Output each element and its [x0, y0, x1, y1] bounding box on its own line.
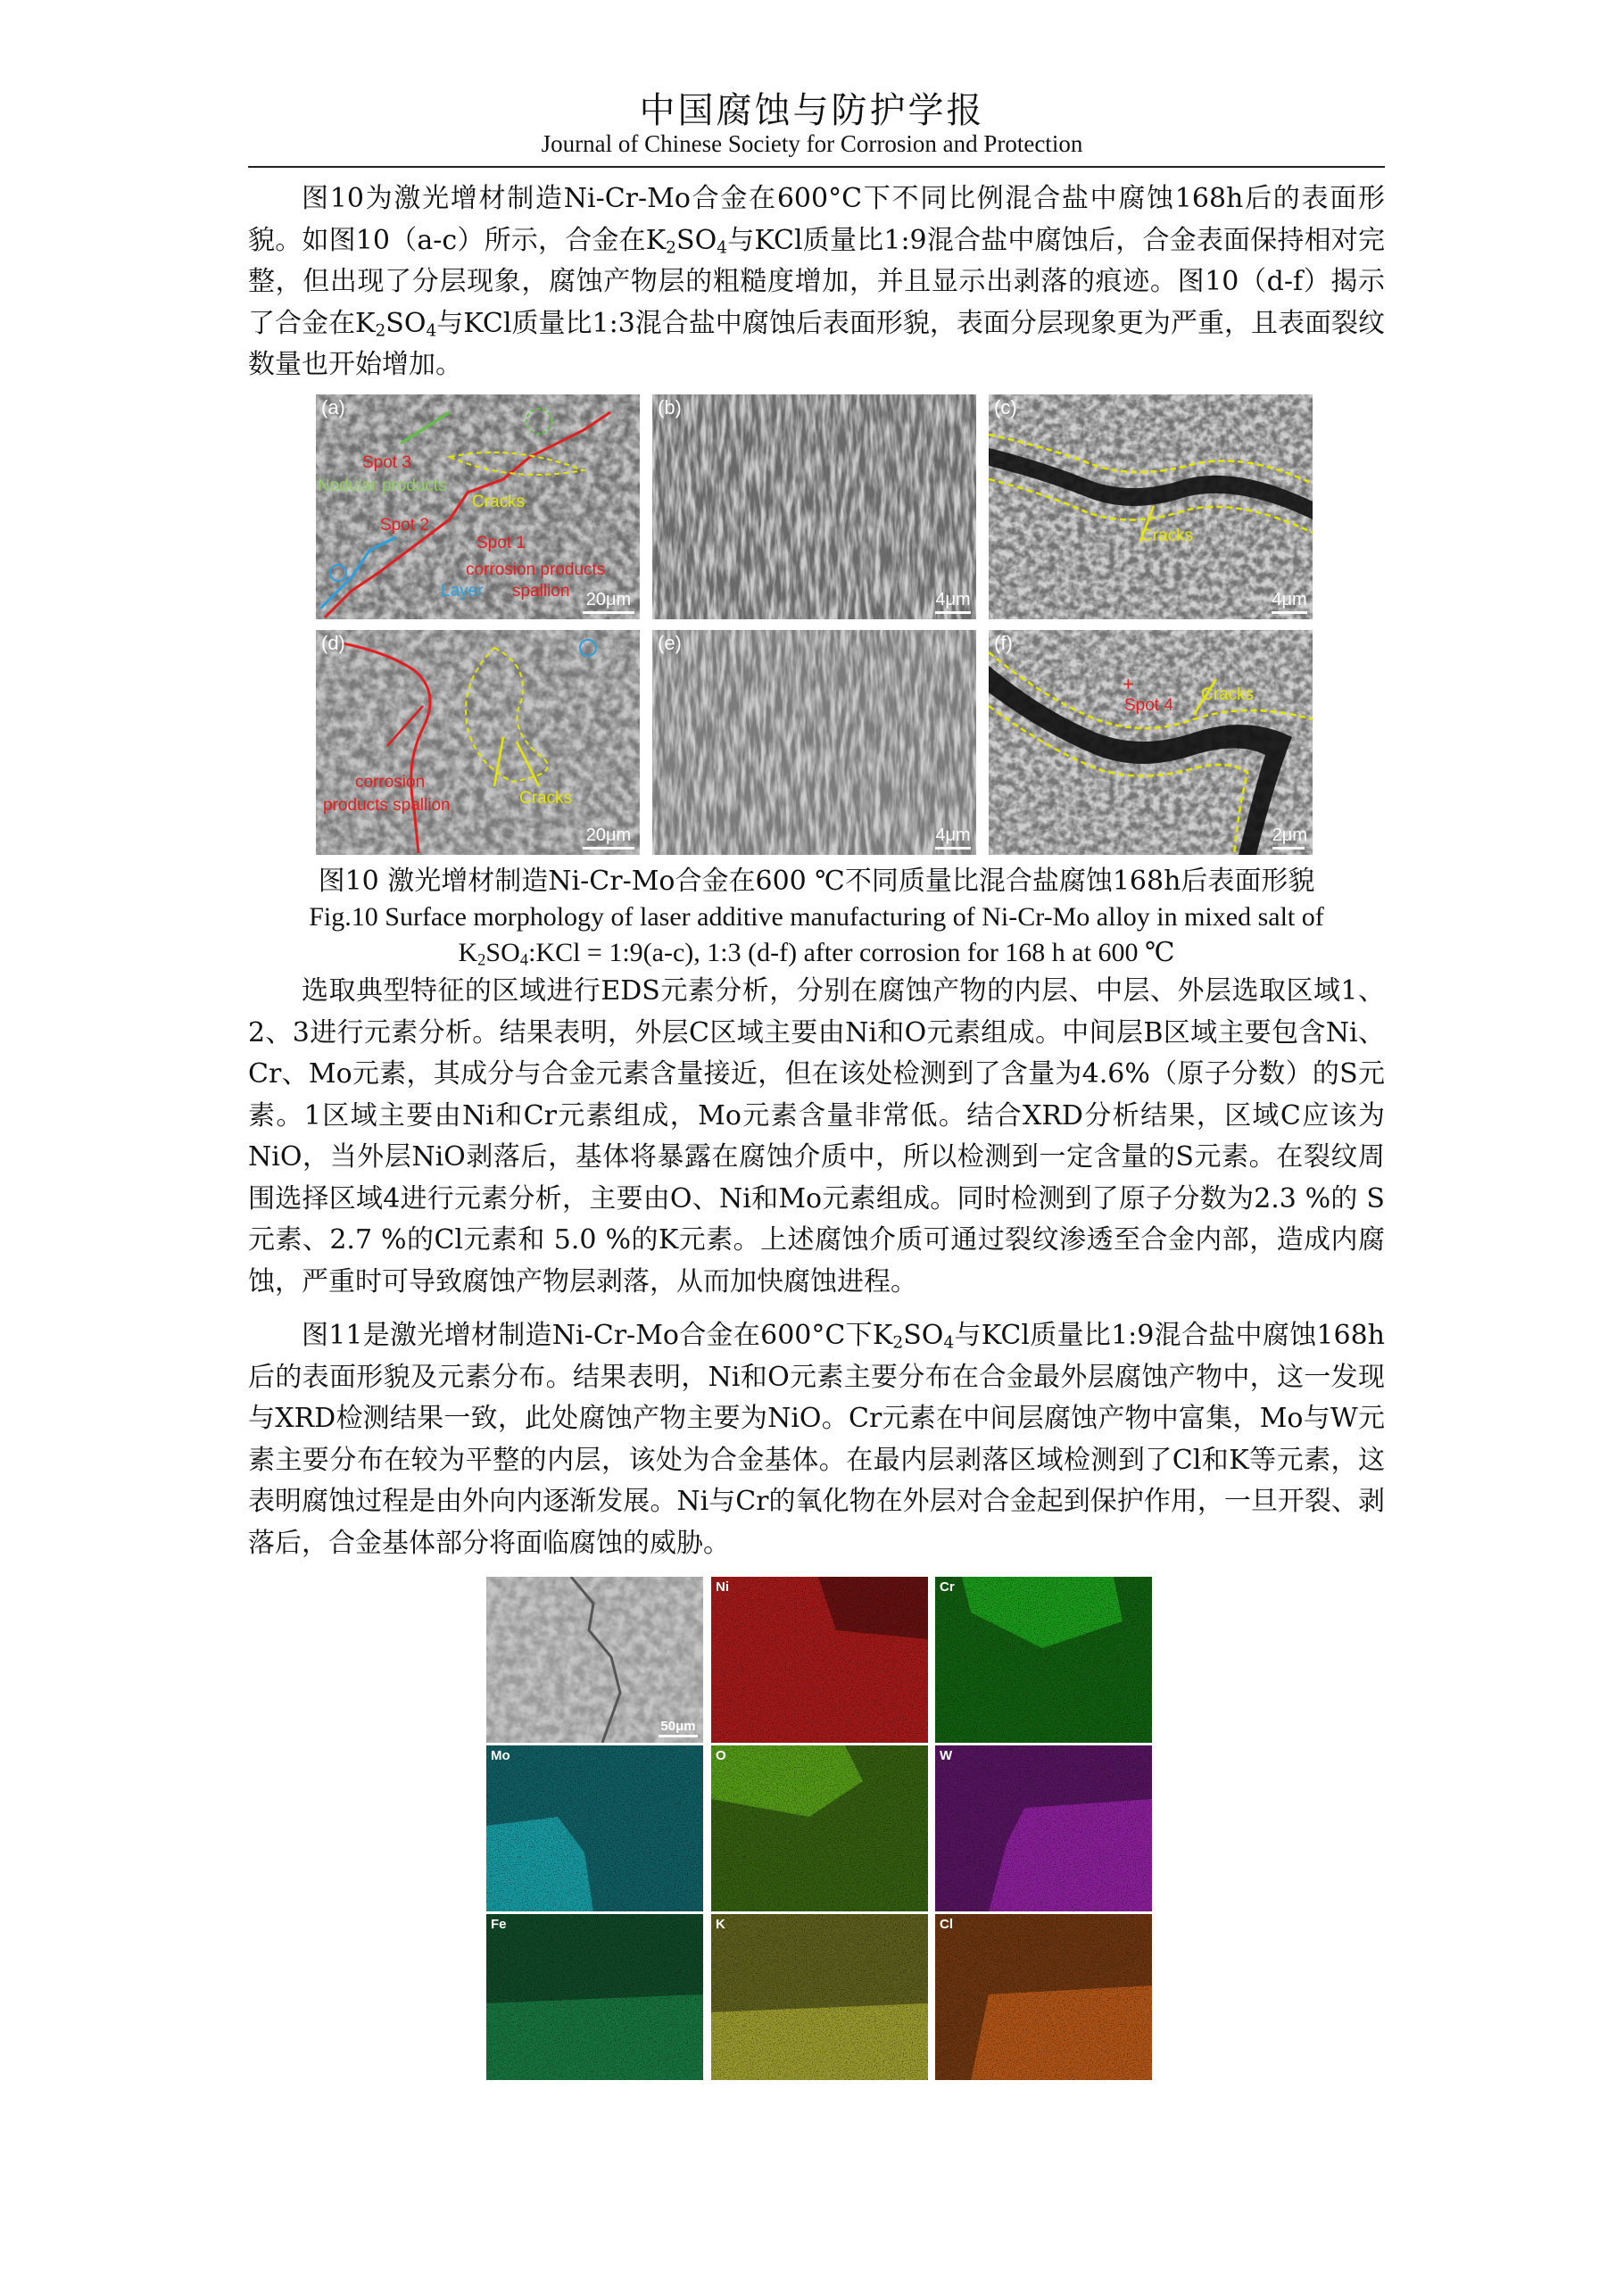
figure-10 — [316, 394, 1313, 855]
eds-map-w — [935, 1745, 1152, 1911]
eds-map-cl — [935, 1914, 1152, 2080]
eds-map-label: K — [716, 1917, 725, 1932]
annotation-spot4: Spot 4 — [1124, 696, 1173, 715]
eds-scale-bar: 50μm — [659, 1719, 698, 1737]
scale-bar-e: 4μm — [935, 825, 971, 850]
panel-label-e: (e) — [658, 632, 682, 654]
annotation-spot3: Spot 3 — [362, 453, 411, 472]
sem-panel-e — [652, 630, 976, 855]
panel-label-c: (c) — [994, 396, 1017, 419]
eds-map-cr — [935, 1577, 1152, 1743]
eds-map-label: Mo — [491, 1748, 510, 1763]
eds-map-fe — [486, 1914, 703, 2080]
scale-bar-d: 20μm — [583, 825, 634, 850]
paragraph-3: 图11是激光增材制造Ni-Cr-Mo合金在600°C下$K_2SO_4$与KCl质量比1:9混合盐中腐蚀168h后的表面形貌及元素分布。结果表明，Ni和O元素主要分布在合金最外层腐蚀产物中，这一发现与XRD检测结果一致，此处腐蚀产物主要为NiO。Cr元素在中间层腐蚀产物中富集，Mo与W元素主要分布在较为平整的内层，该处为合金基体。在最内层剥落区域检测到了Cl和K等元素，这表明腐蚀过程是由外向内逐渐发展。Ni与Cr的氧化物在外层对合金起到保护作用，一旦开裂、剥落后，合金基体部分将面临腐蚀的威胁。 — [248, 1320, 1385, 1559]
annotation-layer: Layer — [441, 582, 484, 601]
eds-map-label: Cl — [940, 1917, 953, 1932]
journal-title-cn: 中国腐蚀与防护学报 — [639, 90, 985, 131]
eds-map-o — [711, 1745, 928, 1911]
annotation-spot1: Spot 1 — [476, 534, 526, 552]
sem-panel-c — [989, 394, 1313, 619]
figure-10-caption — [248, 864, 1385, 971]
panel-label-a: (a) — [321, 396, 345, 419]
paragraph-2: 选取典型特征的区域进行EDS元素分析，分别在腐蚀产物的内层、中层、外层选取区域1、2、3进行元素分析。结果表明，外层C区域主要由Ni和O元素组成。中间层B区域主要包含Ni、Cr、Mo元素，其成分与合金元素含量接近，但在该处检测到了含量为4.6%（原子分数）的S元素。1区域主要由Ni和Cr元素组成，Mo元素含量非常低。结合XRD分析结果，区域C应该为NiO，当外层NiO剥落后，基体将暴露在腐蚀介质中，所以检测到一定含量的S元素。在裂纹周围选择区域4进行元素分析，主要由O、Ni和Mo元素组成。同时检测到了原子分数为2.3 %的 S元素、2.7 %的Cl元素和 5.0 %的K元素。上述腐蚀介质可通过裂纹渗透至合金内部，造成内腐蚀，严重时可导致腐蚀产物层剥落，从而加快腐蚀进程。 — [248, 975, 1385, 1297]
scale-bar-c: 4μm — [1272, 590, 1307, 614]
eds-map-label: Ni — [716, 1579, 729, 1595]
scale-bar-f: 2μm — [1272, 825, 1307, 850]
annotation-cracks-a: Cracks — [472, 493, 526, 511]
eds-sem-image — [486, 1577, 703, 1743]
caption-cn: 图10 激光增材制造Ni-Cr-Mo合金在600 ℃不同质量比混合盐腐蚀168h后表面形貌 — [318, 866, 1315, 897]
sem-panel-d — [316, 630, 640, 855]
eds-map-mo — [486, 1745, 703, 1911]
annotation-corrosion-products: corrosion products — [466, 560, 606, 579]
annotation-corrosion-d: corrosion — [355, 773, 426, 792]
scale-bar-a: 20μm — [583, 590, 634, 614]
annotation-spallion: spallion — [512, 582, 570, 601]
panel-label-f: (f) — [994, 632, 1013, 654]
sem-panel-f — [989, 630, 1313, 855]
eds-map-k — [711, 1914, 928, 2080]
annotation-cracks-f: Cracks — [1201, 685, 1255, 704]
eds-map-label: Fe — [491, 1917, 507, 1932]
eds-map-label: W — [940, 1748, 953, 1763]
caption-en-line2: $K_2SO_4:KCl$ = 1:9(a-c), 1:3 (d-f) after corrosion for 168 h at 600 ℃ — [458, 938, 1175, 970]
annotation-cracks-d: Cracks — [519, 789, 573, 808]
annotation-products-spallion-d: products spallion — [323, 796, 451, 815]
journal-title-en: Journal of Chinese Society for Corrosion and Protection — [541, 130, 1083, 157]
paragraph-1: 图10为激光增材制造Ni-Cr-Mo合金在600°C下不同比例混合盐中腐蚀168h后的表面形貌。如图10（a-c）所示，合金在$K_2SO_4$与KCl质量比1:9混合盐中腐蚀后，合金表面保持相对完整，但出现了分层现象，腐蚀产物层的粗糙度增加，并且显示出剥落的痕迹。图10（d-f）揭示了合金在$K_2SO_4$与KCl质量比1:3混合盐中腐蚀后表面形貌，表面分层现象更为严重，且表面裂纹数量也开始增加。 — [248, 183, 1385, 380]
annotation-spot2: Spot 2 — [380, 516, 429, 535]
annotation-nodular-products: Nodular products — [318, 477, 447, 495]
header-rule — [248, 166, 1385, 168]
panel-label-d: (d) — [321, 632, 345, 654]
eds-map-ni — [711, 1577, 928, 1743]
eds-map-label: Cr — [940, 1579, 955, 1595]
eds-map-label: O — [716, 1748, 726, 1763]
caption-en-line1: Fig.10 Surface morphology of laser additive manufacturing of Ni-Cr-Mo alloy in mixed salt of — [309, 902, 1324, 932]
panel-label-b: (b) — [658, 396, 682, 419]
spot4-marker-icon: + — [1123, 673, 1134, 695]
sem-panel-a — [316, 394, 640, 619]
scale-bar-b: 4μm — [935, 590, 971, 614]
sem-panel-b — [652, 394, 976, 619]
figure-11 — [486, 1577, 1152, 2080]
annotation-cracks-c: Cracks — [1140, 526, 1194, 545]
